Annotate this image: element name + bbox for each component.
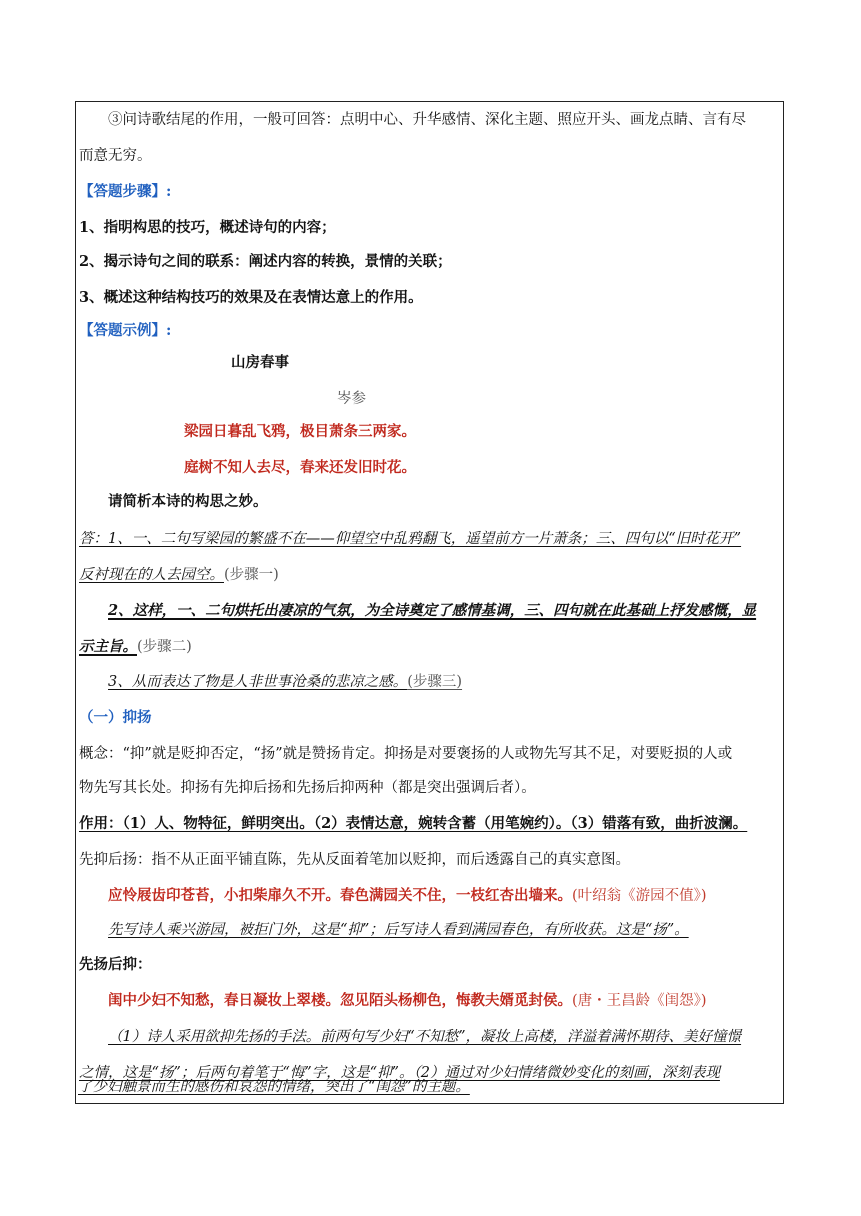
note-line <box>108 1027 780 1047</box>
example-poem <box>108 886 780 906</box>
section-title: （一）抑扬 <box>79 709 152 726</box>
question-text: 请简析本诗的构思之妙。 <box>108 493 268 510</box>
answer-text: 3、从而表达了物是人非世事沧桑的悲凉之感。 <box>108 674 408 690</box>
note-text: 之情，这是“扬”；后两句着笔于“悔”字，这是“抑”。（2）通过对少妇情绪微妙变化的刻画，深刻表现 <box>79 1065 720 1081</box>
effect-text: 作用：（1）人、物特征，鲜明突出。（2）表情达意，婉转含蓄（用笔婉约）。（3）错落有致，曲折波澜。 <box>79 815 748 832</box>
content-table-cell <box>75 101 784 1104</box>
example-note <box>108 920 780 940</box>
poem-title: 山房春事 <box>231 354 289 371</box>
concept-line: 物先写其长处。抑扬有先抑后扬和先扬后抑两种（都是突出强调后者）。 <box>79 780 536 796</box>
note-line <box>78 1077 858 1097</box>
step-tag: (步骤一) <box>224 567 279 583</box>
answer-line <box>79 637 780 657</box>
answer-text: 2、这样，一、二句烘托出凄凉的气氛，为全诗奠定了感情基调，三、四句就在此基础上抒发感慨，显 <box>108 602 757 619</box>
poem-text: 应怜屐齿印苍苔，小扣柴扉久不开。春色满园关不住，一枝红杏出墙来。 <box>108 887 572 904</box>
concept-line: 概念：“抑”就是贬抑否定，“扬”就是赞扬肯定。抑扬是对要褒扬的人或物先写其不足，对要贬损的人或 <box>79 746 733 762</box>
poem-source: (唐・王昌龄《闺怨》) <box>572 993 707 1009</box>
definition-line: 先抑后扬：指不从正面平铺直陈，先从反面着笔加以贬抑，而后透露自己的真实意图。 <box>79 852 630 868</box>
step-tag: (步骤三) <box>407 674 463 690</box>
example-poem <box>108 991 780 1011</box>
answer-text: 示主旨。 <box>79 638 137 655</box>
effect-line <box>79 814 780 834</box>
poem-source: (叶绍翁《游园不值》) <box>572 888 707 904</box>
step-item: 3、概述这种结构技巧的效果及在表情达意上的作用。 <box>79 289 423 306</box>
section-heading: 【答题步骤】: <box>79 183 172 200</box>
poem-line: 庭树不知人去尽，春来还发旧时花。 <box>184 459 416 476</box>
step-item: 1、指明构思的技巧，概述诗句的内容； <box>79 219 336 236</box>
answer-line <box>79 529 780 549</box>
answer-line <box>79 565 780 585</box>
note-text: 先写诗人乘兴游园，被拒门外，这是“抑”；后写诗人看到满园春色，有所收获。这是“扬”。 <box>108 922 689 938</box>
poem-line: 梁园日暮乱飞鸦，极目萧条三两家。 <box>184 423 416 440</box>
note-text: （1）诗人采用欲抑先扬的手法。前两句写少妇“不知愁”，凝妆上高楼，洋溢着满怀期待、美好憧憬 <box>108 1029 742 1045</box>
step-tag: (步骤二) <box>137 639 192 655</box>
answer-line <box>108 601 780 621</box>
answer-text: 答：1、一、二句写梁园的繁盛不在——仰望空中乱鸦翻飞，遥望前方一片萧条；三、四句以“旧时花开” <box>79 531 742 547</box>
answer-text: 反衬现在的人去园空。 <box>79 567 224 583</box>
poem-text: 闺中少妇不知愁，春日凝妆上翠楼。忽见陌头杨柳色，悔教夫婿觅封侯。 <box>108 992 572 1009</box>
answer-line <box>108 672 780 692</box>
section-heading: 【答题示例】: <box>79 322 172 339</box>
definition-line: 先扬后抑： <box>79 956 152 973</box>
step-item: 2、揭示诗句之间的联系：阐述内容的转换，景情的关联； <box>79 253 452 270</box>
text-line: ③问诗歌结尾的作用，一般可回答：点明中心、升华感情、深化主题、照应开头、画龙点睛、言有尽 <box>108 112 746 128</box>
note-text: 了少妇触景而生的感伤和哀怨的情绪，突出了“闺怨”的主题。 <box>78 1079 470 1095</box>
poem-author: 岑参 <box>337 391 366 407</box>
text-line: 而意无穷。 <box>79 148 152 164</box>
